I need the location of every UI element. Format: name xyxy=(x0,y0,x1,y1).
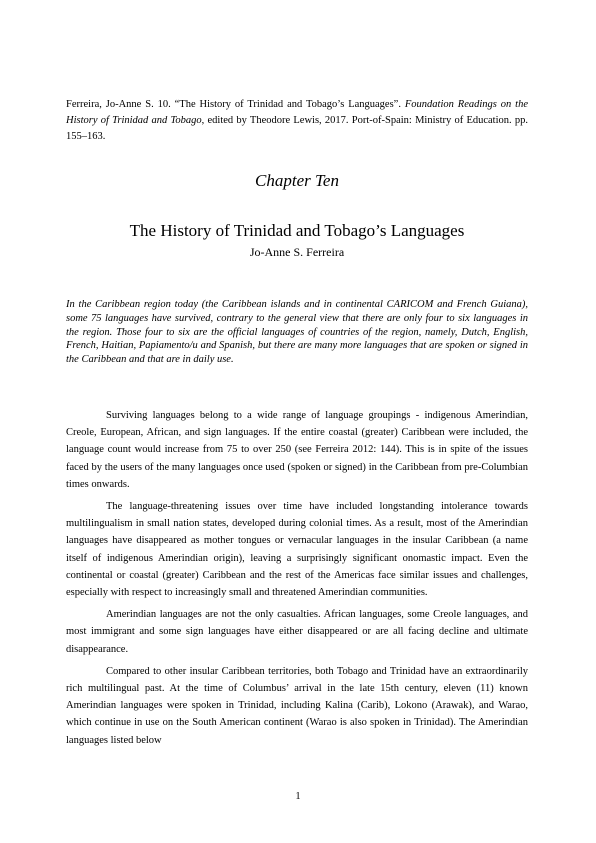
paragraph: Surviving languages belong to a wide range of language groupings - indigenous Amerindian, Creole, European, African, and sign languages. If the entire coastal (greater) Caribbean were included, the language count would increase from 75 to over 250 (see Ferreira 2012: 144). This is in spite of the issues faced by the users of the many languages once used (spoken or signed) in the Caribbean from pre-Columbian times onwards. xyxy=(66,410,528,490)
page-number: 1 xyxy=(295,791,301,802)
chapter-author: Jo-Anne S. Ferreira xyxy=(249,245,345,259)
abstract: In the Caribbean region today (the Caribbean islands and in continental CARICOM and French Guiana), some 75 languages have survived, contrary to the general view that there are only four to six languages in the region. Those four to six are the official languages of countries of the region, namely, Dutch, English, French, Haitian, Papiamento/u and Spanish, but there are many more languages that are spoken or signed in the Caribbean and that are in daily use. xyxy=(66,299,528,366)
body-text xyxy=(66,407,528,754)
citation xyxy=(66,97,528,145)
citation-text: Ferreira, Jo-Anne S. 10. “The History of Trinidad and Tobago’s Languages”. xyxy=(66,99,405,110)
paragraph: Compared to other insular Caribbean territories, both Tobago and Trinidad have an extraordinarily rich multilingual past. At the time of Columbus’ arrival in the late 15th century, eleven (11) known Amerindian languages were spoken in Trinidad, including Kalina (Carib), Lokono (Arawak), and Warao, which continue in use on the South American continent (Warao is also spoken in Trinidad). The Amerindian languages listed below xyxy=(66,665,528,746)
paragraph: The language-threatening issues over time have included longstanding intolerance towards multilingualism in small nation states, developed during colonial times. As a result, most of the Amerindian languages have disappeared as mother tongues or vernacular languages in the insular Caribbean (a name itself of indigenous Amerindian origin), leaving a surprisingly significant onomastic impact. Even the continental or coastal (greater) Caribbean and the rest of the Americas face similar issues and challenges, especially with respect to increasingly small and threatened Amerindian communities. xyxy=(66,501,528,599)
citation-book-title: Foundation Readings on the History of Trinidad and Tobago xyxy=(66,99,528,126)
chapter-label: Chapter Ten xyxy=(255,171,339,190)
chapter-title: The History of Trinidad and Tobago’s Languages xyxy=(129,221,465,240)
citation-text-end: , edited by Theodore Lewis, 2017. Port-of-Spain: Ministry of Education. pp. 155–163. xyxy=(66,115,529,142)
paragraph: Amerindian languages are not the only casualties. African languages, some Creole languages, and most immigrant and some sign languages have either disappeared or are all facing decline and ultimate disappearance. xyxy=(66,609,528,655)
